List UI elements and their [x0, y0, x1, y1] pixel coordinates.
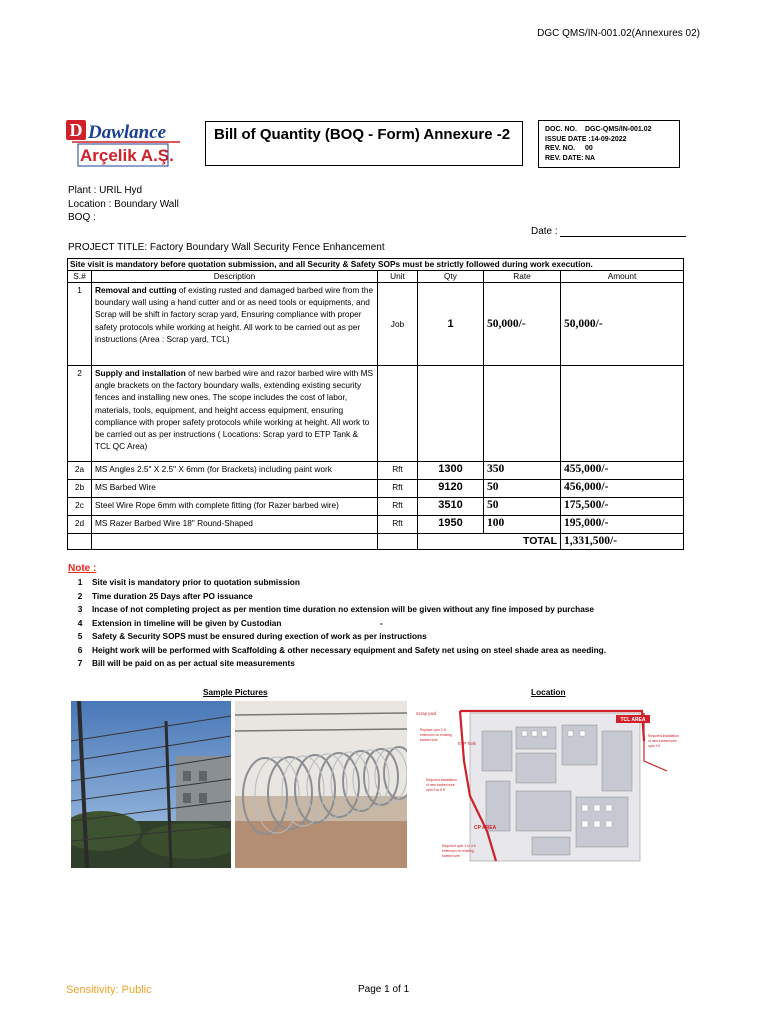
row-description: Steel Wire Rope 6mm with complete fitting (for Razer barbed wire) — [92, 498, 378, 516]
row-description: MS Barbed Wire — [92, 480, 378, 498]
note-item — [68, 644, 688, 658]
total-value: 1,331,500/- — [561, 534, 684, 550]
rev-date-value: NA — [585, 154, 596, 162]
row-rate: 100 — [484, 516, 561, 534]
issue-date-label: ISSUE DATE : — [545, 135, 591, 143]
note-number: 3 — [77, 604, 83, 614]
table-row — [68, 498, 684, 516]
boq-line: BOQ : — [68, 212, 96, 223]
svg-text:Required installation: Required installation — [648, 734, 679, 738]
document-reference: DGC QMS/IN-001.02(Annexures 02) — [537, 28, 700, 39]
row-sno: 2d — [68, 516, 92, 534]
notes-list — [68, 576, 688, 671]
note-heading: Note : — [68, 563, 97, 574]
map-label-cp: CP AREA — [474, 825, 497, 831]
row-description — [92, 366, 378, 462]
form-title-box — [205, 121, 523, 166]
project-title: PROJECT TITLE: Factory Boundary Wall Security Fence Enhancement — [68, 242, 385, 253]
note-number: 6 — [77, 644, 83, 655]
document-control-box — [538, 120, 680, 168]
row-qty: 9120 — [418, 480, 484, 498]
svg-text:Required upto 3 to 4 ft: Required upto 3 to 4 ft — [442, 844, 476, 848]
total-empty-cell — [92, 534, 378, 550]
row-qty — [418, 366, 484, 462]
table-row — [68, 366, 684, 462]
row-amount: 195,000/- — [561, 516, 684, 534]
row-sno: 2c — [68, 498, 92, 516]
note-number: 1 — [77, 577, 83, 587]
row-qty: 1300 — [418, 462, 484, 480]
note-dash: - — [380, 617, 383, 628]
map-label-scrap: Scrap yard — [416, 711, 437, 716]
row-unit — [378, 366, 418, 462]
doc-no-value: DGC-QMS/IN-001.02 — [585, 126, 652, 133]
doc-no-label: DOC. NO. — [545, 126, 577, 133]
page-number: Page 1 of 1 — [358, 984, 410, 995]
svg-text:D: D — [69, 120, 83, 140]
sensitivity-label: Sensitivity: Public — [66, 984, 152, 996]
total-row — [68, 534, 684, 550]
row-rate: 50,000/- — [484, 283, 561, 366]
note-text: Time duration 25 Days after PO issuance — [92, 590, 253, 601]
table-header-row — [68, 271, 684, 283]
row-amount: 50,000/- — [561, 283, 684, 366]
note-item — [68, 630, 688, 644]
header-sno: S.# — [68, 271, 92, 283]
date-field[interactable] — [531, 226, 686, 237]
note-item — [68, 576, 688, 590]
company-logo — [66, 120, 182, 168]
issue-date-value: 14-09-2022 — [590, 135, 627, 143]
svg-text:of new barbed wire: of new barbed wire — [426, 783, 455, 787]
note-text: Extension in timeline will be given by Custodian — [92, 617, 282, 628]
mandatory-note: Site visit is mandatory before quotation submission, and all Security & Safety SOPs must be strictly followed during work execution. — [68, 259, 684, 271]
row-unit: Rft — [378, 480, 418, 498]
header-amount: Amount — [561, 271, 684, 283]
note-number: 2 — [77, 590, 83, 601]
svg-text:extension on existing: extension on existing — [442, 849, 474, 853]
row-unit: Rft — [378, 498, 418, 516]
note-text: Site visit is mandatory prior to quotation submission — [92, 577, 300, 587]
rev-date-label: REV. DATE: — [545, 154, 584, 162]
row-amount: 456,000/- — [561, 480, 684, 498]
row-qty: 1950 — [418, 516, 484, 534]
header-description: Description — [92, 271, 378, 283]
note-text: Safety & Security SOPS must be ensured during exection of work as per instructions — [92, 631, 427, 641]
row-amount — [561, 366, 684, 462]
boq-table — [67, 258, 684, 550]
razor-wire-photo — [235, 701, 407, 868]
row-description: MS Angles 2.5" X 2.5" X 6mm (for Brackets) including paint work — [92, 462, 378, 480]
plant-line: Plant : URIL Hyd — [68, 185, 143, 196]
svg-text:barbed wire: barbed wire — [442, 854, 460, 858]
row-desc-rest: of new barbed wire and razor barbed wire with MS angle brackets on the factory boundary walls, extending existing security fences and installing new ones. The scope includes the cost of labor, materials, tools, equipment, and height access equipment, ensuring compliance with proper safety protocols while working at height. All work to be carried out as per instructions ( Locations: Scrap yard to ETP Tank & TCL QC Area) — [95, 368, 374, 452]
row-unit: Rft — [378, 462, 418, 480]
note-number: 4 — [77, 617, 83, 628]
location-line: Location : Boundary Wall — [68, 198, 179, 210]
row-amount: 455,000/- — [561, 462, 684, 480]
location-map — [412, 701, 684, 868]
dawlance-arcelik-logo — [66, 120, 182, 168]
row-sno: 1 — [68, 283, 92, 366]
date-underline — [560, 226, 686, 237]
note-item — [68, 657, 688, 671]
note-text: Incase of not completing project as per mention time duration no extension will be given without any fine imposed by purchase — [92, 604, 595, 614]
table-row — [68, 480, 684, 498]
note-number: 5 — [77, 631, 83, 641]
row-unit: Job — [378, 283, 418, 366]
logo-dawlance-text: Dawlance — [88, 122, 167, 143]
note-number: 7 — [77, 658, 83, 668]
date-label: Date : — [531, 226, 558, 237]
row-description: MS Razer Barbed Wire 18" Round-Shaped — [92, 516, 378, 534]
note-item — [68, 603, 688, 617]
row-description — [92, 283, 378, 366]
note-item — [68, 590, 688, 604]
table-row — [68, 462, 684, 480]
svg-text:extension on existing: extension on existing — [420, 733, 452, 737]
svg-text:upto 3 ft: upto 3 ft — [648, 744, 661, 748]
svg-text:Required Installation: Required Installation — [426, 778, 457, 782]
row-sno: 2a — [68, 462, 92, 480]
row-desc-bold: Supply and installation — [95, 368, 186, 378]
row-qty: 3510 — [418, 498, 484, 516]
svg-text:Replace upto 2 ft: Replace upto 2 ft — [420, 728, 446, 732]
svg-text:upto 6 to 8 ft: upto 6 to 8 ft — [426, 788, 445, 792]
note-item — [68, 617, 688, 631]
table-row — [68, 283, 684, 366]
map-label-etp: ETP Tank — [458, 741, 477, 746]
location-caption: Location — [531, 687, 566, 697]
row-desc-rest: of existing rusted and damaged barbed wire from the boundary wall using a hand cutter and or as need tools or equipments, and Scrap will be shift in factory scrap yard, Ensuring compliance with proper safety protocols while working at height. All work to be carried out as per instructions (Area : Scrap yard, TCL) — [95, 285, 374, 344]
svg-text:of new barbed wire: of new barbed wire — [648, 739, 677, 743]
row-amount: 175,500/- — [561, 498, 684, 516]
total-empty-cell — [68, 534, 92, 550]
header-qty: Qty — [418, 271, 484, 283]
rev-no-label: REV. NO. — [545, 145, 576, 152]
map-label-tcl: TCL AREA — [620, 717, 646, 723]
svg-text:barbed wire: barbed wire — [420, 738, 438, 742]
table-row — [68, 516, 684, 534]
form-title: Bill of Quantity (BOQ - Form) Annexure -2 — [214, 126, 511, 143]
row-rate — [484, 366, 561, 462]
fence-photo — [71, 701, 231, 868]
row-rate: 50 — [484, 480, 561, 498]
total-empty-cell — [378, 534, 418, 550]
plant-info — [68, 184, 188, 225]
header-rate: Rate — [484, 271, 561, 283]
rev-no-value: 00 — [585, 145, 593, 152]
row-sno: 2b — [68, 480, 92, 498]
sample-pictures-caption: Sample Pictures — [203, 687, 268, 697]
row-unit: Rft — [378, 516, 418, 534]
row-rate: 50 — [484, 498, 561, 516]
row-sno: 2 — [68, 366, 92, 462]
logo-arcelik-text: Arçelik A.Ş. — [80, 146, 174, 165]
total-label: TOTAL — [418, 534, 561, 550]
header-unit: Unit — [378, 271, 418, 283]
row-rate: 350 — [484, 462, 561, 480]
note-text: Bill will be paid on as per actual site measurements — [92, 658, 295, 668]
row-qty: 1 — [418, 283, 484, 366]
note-text: Height work will be performed with Scaffolding & other necessary equipment and Safety net using on steel shade area as needing. — [92, 644, 607, 655]
row-desc-bold: Removal and cutting — [95, 285, 177, 295]
